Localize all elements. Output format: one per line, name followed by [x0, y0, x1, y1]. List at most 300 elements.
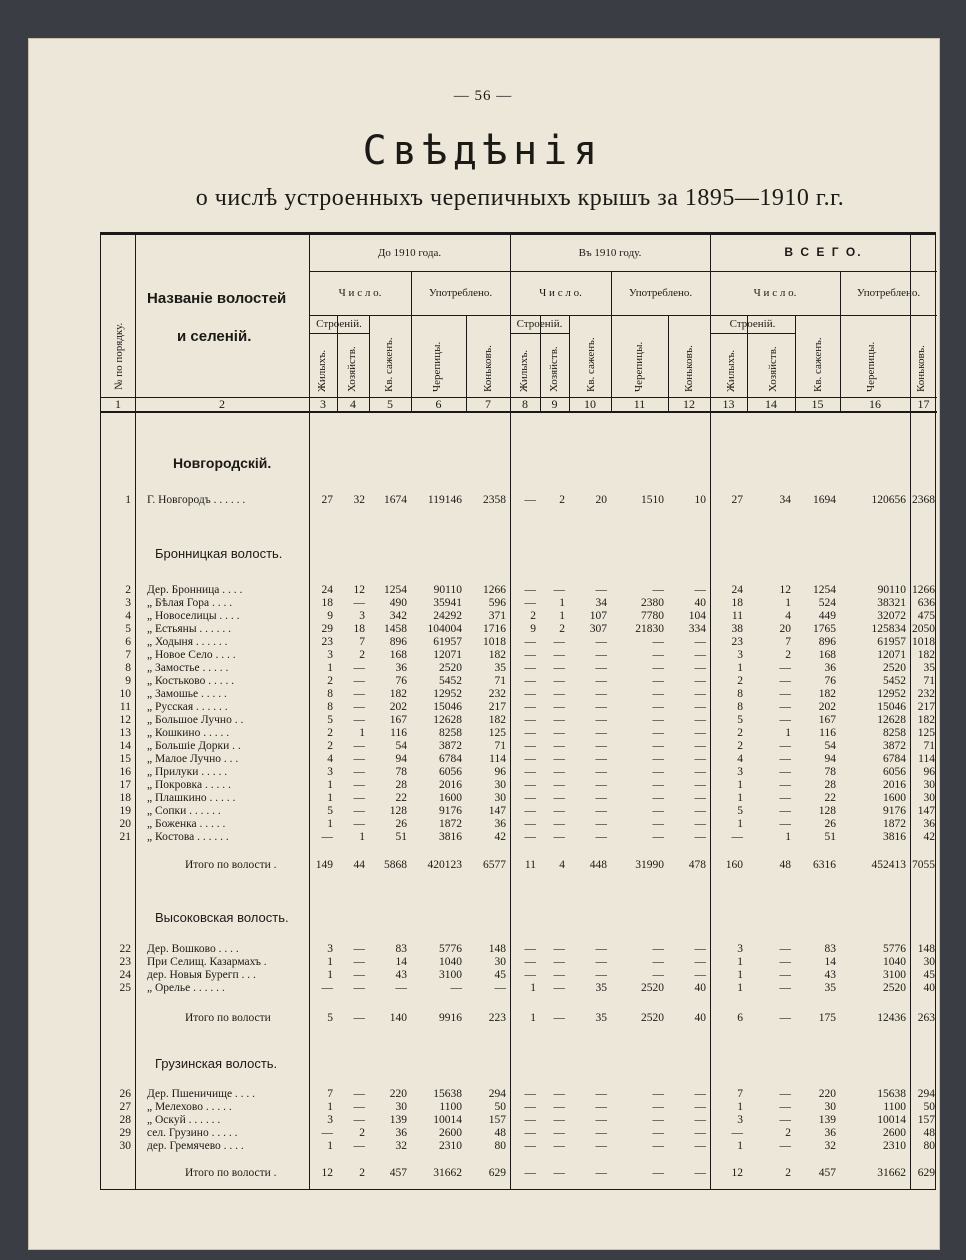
cell-col-4: —	[353, 982, 365, 994]
cell-col-13: —	[731, 1127, 743, 1139]
cell-col-6: 12628	[433, 714, 462, 726]
cell-col-3: 9	[327, 610, 333, 622]
cell-col-12: —	[694, 831, 706, 843]
header-divider	[309, 271, 937, 272]
header-divider	[510, 333, 569, 334]
cell-col-3: 2	[327, 727, 333, 739]
cell-col-14: 2	[785, 649, 791, 661]
cell-col-3: 12	[321, 1167, 333, 1179]
cell-col-12: —	[694, 969, 706, 981]
col-number: 9	[551, 397, 558, 411]
cell-col-16: 120656	[871, 494, 906, 506]
cell-col-13: 1	[737, 1101, 743, 1113]
cell-col-10: 20	[595, 494, 607, 506]
cell-col-10: 448	[589, 859, 607, 871]
col-number: 14	[765, 397, 777, 411]
col-number: 13	[722, 397, 735, 411]
cell-col-15: 36	[824, 1127, 836, 1139]
cell-col-8: —	[524, 662, 536, 674]
cell-col-11: —	[652, 675, 664, 687]
cell-col-9: —	[553, 1127, 565, 1139]
table-row	[101, 766, 937, 779]
cell-col-6: 9176	[439, 805, 462, 817]
zhilykh-header: Жилыхъ.	[316, 349, 328, 392]
cell-col-12: —	[694, 740, 706, 752]
cell-col-17: 217	[917, 701, 935, 713]
cell-col-14: 7	[785, 636, 791, 648]
settlement-name: „ Замошье . . . . .	[147, 688, 227, 700]
cell-col-10: —	[595, 766, 607, 778]
cell-col-17: 71	[923, 740, 935, 752]
cell-col-5: 36	[395, 1127, 407, 1139]
cell-col-7: 45	[494, 969, 506, 981]
col-header-name-line1: Названіе волостей	[147, 290, 287, 307]
cell-col-3: 3	[327, 1114, 333, 1126]
cell-col-16: 12436	[877, 1012, 906, 1024]
cell-col-3: 4	[327, 753, 333, 765]
cell-col-4: —	[353, 701, 365, 713]
cell-col-17: 2050	[912, 623, 935, 635]
cell-col-16: 12071	[877, 649, 906, 661]
row-number: 24	[119, 969, 131, 981]
col-number: 12	[683, 397, 695, 411]
cell-col-3: 24	[321, 584, 333, 596]
cell-col-13: 1	[737, 969, 743, 981]
cell-col-4: —	[353, 956, 365, 968]
page-subtitle: о числѣ устроенныхъ черепичныхъ крышъ за 1895—1910 г.г.	[195, 185, 845, 211]
cell-col-8: —	[524, 969, 536, 981]
settlement-name: Г. Новгородъ . . . . . .	[147, 494, 246, 506]
row-number: 8	[125, 662, 131, 674]
row-number: 20	[119, 818, 131, 830]
cell-col-14: 48	[779, 859, 791, 871]
cell-col-17: 50	[923, 1101, 935, 1113]
cell-col-12: —	[694, 1088, 706, 1100]
cell-col-10: —	[595, 792, 607, 804]
cell-col-14: —	[779, 1114, 791, 1126]
cell-col-17: 147	[917, 805, 935, 817]
upotrebleno-header: Употреблено.	[628, 287, 693, 299]
stroeniy-header: Строеній.	[316, 318, 362, 330]
stroeniy-header: Строеній.	[516, 318, 563, 330]
cell-col-8: —	[524, 956, 536, 968]
cell-col-16: 1600	[883, 792, 906, 804]
cell-col-9: —	[553, 818, 565, 830]
col-number: 7	[485, 397, 491, 411]
cell-col-15: 896	[818, 636, 836, 648]
cell-col-9: 2	[559, 623, 565, 635]
cell-col-15: 128	[818, 805, 836, 817]
cell-col-5: 36	[395, 662, 407, 674]
cell-col-16: 3872	[883, 740, 906, 752]
cell-col-12: 478	[688, 859, 706, 871]
cell-col-11: 7780	[641, 610, 664, 622]
cell-col-13: 1	[737, 662, 743, 674]
cell-col-4: 1	[359, 727, 365, 739]
cell-col-7: 6577	[483, 859, 506, 871]
cell-col-6: 24292	[433, 610, 462, 622]
cell-col-8: —	[524, 494, 536, 506]
cell-col-15: 36	[824, 662, 836, 674]
cell-col-9: —	[553, 714, 565, 726]
cell-col-13: 6	[737, 1012, 743, 1024]
settlement-name: „ Плашкино . . . . .	[147, 792, 236, 804]
cell-col-3: 3	[327, 943, 333, 955]
col-number: 3	[320, 397, 326, 411]
cell-col-12: —	[694, 1167, 706, 1179]
cell-col-9: —	[553, 1114, 565, 1126]
row-number: 16	[119, 766, 131, 778]
cell-col-15: 30	[824, 1101, 836, 1113]
col-header-number: № по порядку.	[113, 322, 125, 390]
cell-col-10: —	[595, 1167, 607, 1179]
cell-col-8: —	[524, 584, 536, 596]
cell-col-17: 71	[923, 675, 935, 687]
cell-col-15: 116	[819, 727, 836, 739]
cell-col-10: 34	[595, 597, 607, 609]
cell-col-8: —	[524, 701, 536, 713]
cell-col-4: —	[353, 792, 365, 804]
cell-col-16: 10014	[877, 1114, 906, 1126]
table-row	[101, 610, 937, 623]
row-number: 21	[119, 831, 131, 843]
cell-col-9: —	[553, 1101, 565, 1113]
cell-col-4: —	[353, 1101, 365, 1113]
cell-col-8: —	[524, 805, 536, 817]
settlement-name: „ Костьково . . . . .	[147, 675, 235, 687]
cell-col-11: —	[652, 584, 664, 596]
col-number: 6	[435, 397, 442, 411]
cell-col-10: —	[595, 740, 607, 752]
table-row	[101, 1114, 937, 1127]
settlement-name: „ Большіе Дорки . .	[147, 740, 241, 752]
khozyaistv-header: Хозяйств.	[346, 346, 358, 392]
cell-col-6: 90110	[433, 584, 462, 596]
cell-col-4: —	[353, 740, 365, 752]
cell-col-13: 12	[731, 1167, 743, 1179]
cell-col-17: 148	[917, 943, 935, 955]
cell-col-10: —	[595, 636, 607, 648]
cell-col-14: 1	[785, 831, 791, 843]
cell-col-3: 29	[321, 623, 333, 635]
cell-col-7: 371	[488, 610, 506, 622]
settlement-name: „ Мелехово . . . . .	[147, 1101, 232, 1113]
cell-col-5: 5868	[384, 859, 407, 871]
cell-col-8: —	[524, 740, 536, 752]
cell-col-14: —	[779, 1140, 791, 1152]
cell-col-7: 125	[488, 727, 506, 739]
khozyaistv-header: Хозяйств.	[767, 346, 779, 392]
cell-col-14: —	[779, 766, 791, 778]
cell-col-3: 1	[327, 818, 333, 830]
cell-col-9: —	[553, 956, 565, 968]
cell-col-17: 182	[917, 714, 935, 726]
cell-col-17: 636	[917, 597, 935, 609]
cell-col-13: 4	[737, 753, 743, 765]
settlement-name: „ Большое Лучно . .	[147, 714, 244, 726]
header-divider	[309, 315, 937, 316]
cell-col-11: 2520	[641, 1012, 664, 1024]
cell-col-6: 5452	[439, 675, 462, 687]
cell-col-5: 43	[395, 969, 407, 981]
cell-col-11: —	[652, 1088, 664, 1100]
cell-col-11: —	[652, 766, 664, 778]
cell-col-15: 35	[824, 982, 836, 994]
cell-col-7: 50	[494, 1101, 506, 1113]
settlement-name: „ Костова . . . . . .	[147, 831, 229, 843]
cell-col-14: —	[779, 1101, 791, 1113]
cell-col-9: —	[553, 584, 565, 596]
cell-col-11: —	[652, 1114, 664, 1126]
cell-col-8: —	[524, 753, 536, 765]
cell-col-13: 1	[737, 982, 743, 994]
settlement-name: „ Кошкино . . . . .	[147, 727, 230, 739]
cell-col-11: —	[652, 831, 664, 843]
cell-col-17: 125	[917, 727, 935, 739]
cell-col-14: 12	[779, 584, 791, 596]
cell-col-12: —	[694, 792, 706, 804]
cell-col-10: —	[595, 714, 607, 726]
cell-col-5: 1674	[384, 494, 407, 506]
cell-col-7: 1018	[483, 636, 506, 648]
table-row	[101, 662, 937, 675]
subtotal-label: Итого по волости	[185, 1012, 271, 1024]
cell-col-6: 1600	[439, 792, 462, 804]
cell-col-11: —	[652, 636, 664, 648]
cell-col-8: —	[524, 727, 536, 739]
section-heading-vysokovo: Высоковская волость.	[155, 910, 289, 925]
cell-col-15: 202	[818, 701, 836, 713]
cell-col-16: 2520	[883, 982, 906, 994]
cell-col-4: 12	[353, 584, 365, 596]
cell-col-3: 3	[327, 766, 333, 778]
chislo-header: Ч и с л о.	[539, 287, 582, 299]
row-number: 17	[119, 779, 131, 791]
table-row	[101, 1127, 937, 1140]
cell-col-15: 182	[818, 688, 836, 700]
cell-col-6: 2310	[439, 1140, 462, 1152]
cell-col-6: 1872	[439, 818, 462, 830]
cell-col-3: 7	[327, 1088, 333, 1100]
cell-col-5: 139	[389, 1114, 407, 1126]
cell-col-17: 1018	[912, 636, 935, 648]
cell-col-11: —	[652, 1127, 664, 1139]
table-row	[101, 831, 937, 844]
cell-col-9: —	[553, 688, 565, 700]
cell-col-10: —	[595, 727, 607, 739]
cell-col-5: 182	[389, 688, 407, 700]
table-row	[101, 956, 937, 969]
cell-col-4: 18	[353, 623, 365, 635]
cell-col-3: 5	[327, 714, 333, 726]
cell-col-8: 1	[530, 982, 536, 994]
cell-col-7: 232	[488, 688, 506, 700]
cell-col-15: 6316	[813, 859, 836, 871]
cell-col-7: 1716	[483, 623, 506, 635]
cell-col-9: —	[553, 805, 565, 817]
cell-col-9: 2	[559, 494, 565, 506]
cell-col-16: 15638	[877, 1088, 906, 1100]
cell-col-14: —	[779, 956, 791, 968]
cell-col-10: —	[595, 1114, 607, 1126]
col-number: 1	[115, 397, 121, 411]
cell-col-10: 107	[589, 610, 607, 622]
cell-col-7: 96	[494, 766, 506, 778]
row-number: 25	[119, 982, 131, 994]
cell-col-10: —	[595, 969, 607, 981]
cell-col-5: 896	[389, 636, 407, 648]
cell-col-13: 2	[737, 675, 743, 687]
cell-col-16: 2600	[883, 1127, 906, 1139]
khozyaistv-header: Хозяйств.	[548, 346, 560, 392]
cell-col-16: 38321	[877, 597, 906, 609]
cell-col-10: —	[595, 1101, 607, 1113]
cell-col-5: 116	[390, 727, 407, 739]
settlement-name: дер. Гремячево . . . .	[147, 1140, 244, 1152]
table-row	[101, 792, 937, 805]
settlement-name: Дер. Бронница . . . .	[147, 584, 243, 596]
cell-col-5: 342	[389, 610, 407, 622]
cell-col-7: 114	[489, 753, 506, 765]
cell-col-5: 490	[389, 597, 407, 609]
cell-col-13: 160	[725, 859, 743, 871]
cell-col-8: —	[524, 1114, 536, 1126]
cell-col-13: 5	[737, 805, 743, 817]
cell-col-15: 22	[824, 792, 836, 804]
col-number: 4	[350, 397, 356, 411]
cell-col-13: —	[731, 831, 743, 843]
cell-col-9: —	[553, 675, 565, 687]
cell-col-7: 147	[488, 805, 506, 817]
settlement-name: дер. Новыя Бурегп . . .	[147, 969, 256, 981]
cell-col-17: 30	[923, 792, 935, 804]
cell-col-17: 48	[923, 1127, 935, 1139]
col-header-name-line2: и селеній.	[177, 328, 252, 345]
table-row	[101, 584, 937, 597]
cell-col-8: —	[524, 1167, 536, 1179]
cell-col-15: 457	[818, 1167, 836, 1179]
cell-col-7: 217	[488, 701, 506, 713]
cell-col-11: —	[652, 740, 664, 752]
data-table	[100, 232, 936, 1190]
cell-col-13: 7	[737, 1088, 743, 1100]
cell-col-13: 1	[737, 818, 743, 830]
cell-col-6: 6056	[439, 766, 462, 778]
cell-col-8: —	[524, 675, 536, 687]
zhilykh-header: Жилыхъ.	[725, 349, 737, 392]
cell-col-13: 3	[737, 649, 743, 661]
cherepitsy-header: Черепицы.	[431, 341, 443, 392]
cell-col-9: —	[553, 792, 565, 804]
settlement-name: „ Замостье . . . . .	[147, 662, 229, 674]
cell-col-5: 54	[395, 740, 407, 752]
cell-col-8: —	[524, 636, 536, 648]
cell-col-8: 2	[530, 610, 536, 622]
cell-col-9: —	[553, 831, 565, 843]
cell-col-4: —	[353, 805, 365, 817]
cell-col-9: —	[553, 943, 565, 955]
cell-col-13: 11	[731, 610, 743, 622]
subtotal-row	[101, 859, 937, 872]
cell-col-15: 1694	[813, 494, 836, 506]
cell-col-17: 629	[917, 1167, 935, 1179]
cell-col-6: 12952	[433, 688, 462, 700]
cell-col-7: 223	[488, 1012, 506, 1024]
row-number: 12	[119, 714, 131, 726]
cell-col-9: —	[553, 1012, 565, 1024]
cell-col-8: —	[524, 943, 536, 955]
cell-col-11: —	[652, 688, 664, 700]
page-number: — 56 —	[453, 88, 513, 104]
settlement-name: „ Прилуки . . . . .	[147, 766, 228, 778]
cell-col-13: 24	[731, 584, 743, 596]
cell-col-5: 51	[395, 831, 407, 843]
cell-col-11: —	[652, 662, 664, 674]
settlement-name: „ Русская . . . . . .	[147, 701, 228, 713]
cell-col-17: 232	[917, 688, 935, 700]
cell-col-3: 1	[327, 969, 333, 981]
cell-col-16: 2016	[883, 779, 906, 791]
table-row	[101, 969, 937, 982]
cell-col-14: 4	[785, 610, 791, 622]
cell-col-5: 202	[389, 701, 407, 713]
table-row	[101, 1088, 937, 1101]
cell-col-4: —	[353, 675, 365, 687]
cell-col-12: —	[694, 818, 706, 830]
cell-col-11: —	[652, 1101, 664, 1113]
col-number: 17	[917, 397, 930, 411]
row-number: 7	[125, 649, 131, 661]
cell-col-15: 168	[818, 649, 836, 661]
cell-col-16: 12952	[877, 688, 906, 700]
cell-col-12: 10	[694, 494, 706, 506]
cell-col-8: —	[524, 1088, 536, 1100]
col-number: 2	[219, 397, 225, 411]
cell-col-13: 1	[737, 956, 743, 968]
cell-col-9: —	[553, 1140, 565, 1152]
cell-col-16: 15046	[877, 701, 906, 713]
cell-col-16: 6784	[883, 753, 906, 765]
settlement-name: „ Орелье . . . . . .	[147, 982, 225, 994]
cell-col-7: 148	[488, 943, 506, 955]
cell-col-15: 32	[824, 1140, 836, 1152]
cell-col-17: 40	[923, 982, 935, 994]
cell-col-8: —	[524, 831, 536, 843]
cell-col-6: 31662	[433, 1167, 462, 1179]
cell-col-11: —	[652, 805, 664, 817]
cell-col-10: —	[595, 701, 607, 713]
cell-col-12: 40	[694, 597, 706, 609]
settlement-name: При Селищ. Казармахъ .	[147, 956, 267, 968]
cell-col-12: —	[694, 1127, 706, 1139]
cell-col-8: —	[524, 597, 536, 609]
cell-col-6: 1100	[439, 1101, 462, 1113]
cell-col-12: 40	[694, 1012, 706, 1024]
cell-col-7: 71	[494, 740, 506, 752]
cell-col-11: —	[652, 1167, 664, 1179]
cell-col-15: 139	[818, 1114, 836, 1126]
col-number: 15	[811, 397, 824, 411]
row-number: 18	[119, 792, 131, 804]
table-row	[101, 1140, 937, 1153]
cell-col-14: —	[779, 675, 791, 687]
cell-col-8: —	[524, 1140, 536, 1152]
cell-col-5: 22	[395, 792, 407, 804]
row-number: 15	[119, 753, 131, 765]
cell-col-7: 1266	[483, 584, 506, 596]
cell-col-17: 7055	[912, 859, 935, 871]
cell-col-4: 2	[359, 1167, 365, 1179]
